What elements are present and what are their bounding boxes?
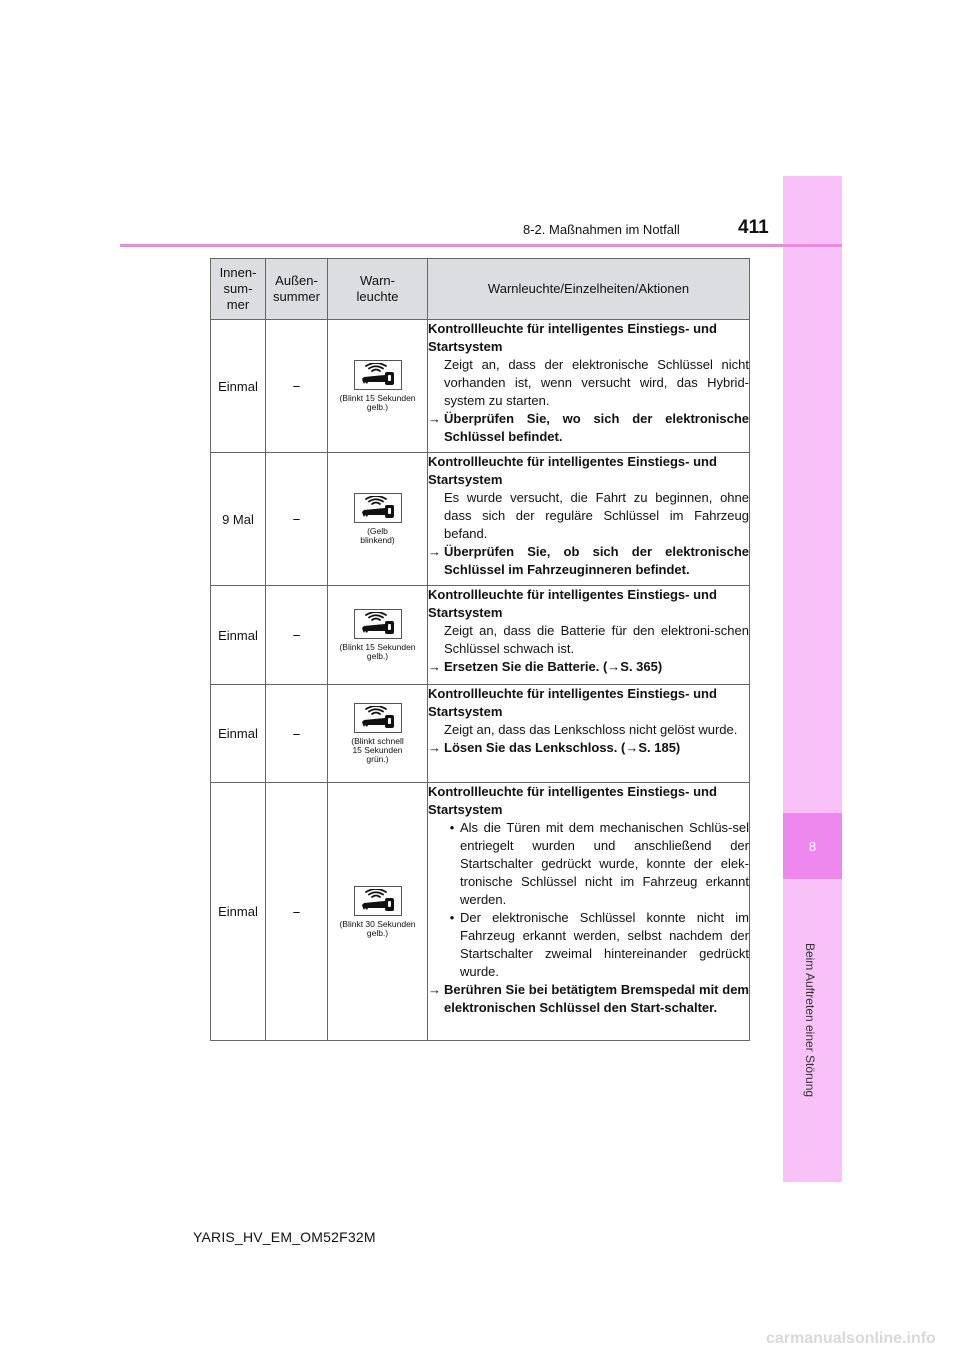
table-row	[211, 320, 750, 453]
arrow-icon: →	[428, 411, 441, 426]
watermark: carmanualsonline.info	[766, 1330, 936, 1347]
outer-buzzer-cell: ⎯	[266, 586, 328, 685]
details-cell	[428, 783, 750, 1041]
bullet-item: • Als die Türen mit dem mechanischen Schlüs-sel entriegelt wurden und anschließend der Startschalter gedrückt wurde, konnte der elek-tronische Schlüssel nicht im Fahrzeug erkannt werden.	[449, 820, 749, 907]
header-outer-buzzer: Außen- summer	[266, 259, 328, 320]
warning-light-cell	[328, 685, 428, 783]
details-cell	[428, 586, 750, 685]
arrow-icon: →	[428, 740, 441, 755]
row-title: Kontrollleuchte für intelligentes Einstiegs- und Startsystem	[428, 587, 717, 620]
warning-light-cell	[328, 453, 428, 586]
arrow-icon: →	[428, 544, 441, 559]
row-title: Kontrollleuchte für intelligentes Einstiegs- und Startsystem	[428, 686, 717, 719]
smart-key-indicator-icon	[354, 360, 402, 390]
outer-buzzer-cell: ⎯	[266, 783, 328, 1041]
table-row	[211, 586, 750, 685]
row-title: Kontrollleuchte für intelligentes Einstiegs- und Startsystem	[428, 321, 717, 354]
warning-light-cell	[328, 320, 428, 453]
warning-table	[210, 258, 750, 1041]
header-rule	[120, 244, 842, 247]
light-caption: (Gelb blinkend)	[360, 526, 395, 545]
details-cell	[428, 320, 750, 453]
row-action: → Lösen Sie das Lenkschloss. (→S. 185)	[428, 740, 681, 755]
smart-key-indicator-icon	[354, 703, 402, 733]
light-caption: (Blinkt 15 Sekunden gelb.)	[339, 642, 416, 661]
inner-buzzer-cell: 9 Mal	[211, 453, 266, 586]
header-details-actions: Warnleuchte/Einzelheiten/Aktionen	[428, 259, 750, 320]
document-code: YARIS_HV_EM_OM52F32M	[193, 1229, 376, 1245]
row-action: → Überprüfen Sie, ob sich der elektronische Schlüssel im Fahrzeuginneren befindet.	[428, 544, 749, 577]
light-caption: (Blinkt schnell 15 Sekunden grün.)	[351, 736, 404, 764]
details-cell	[428, 453, 750, 586]
chapter-label: Beim Auftreten einer Störung	[803, 942, 817, 1098]
table-row	[211, 453, 750, 586]
table-row	[211, 685, 750, 783]
light-caption: (Blinkt 15 Sekunden gelb.)	[339, 393, 416, 412]
row-text: Zeigt an, dass die Batterie für den elektroni-schen Schlüssel schwach ist.	[444, 623, 749, 656]
outer-buzzer-cell: ⎯	[266, 453, 328, 586]
inner-buzzer-cell: Einmal	[211, 783, 266, 1041]
row-action: → Überprüfen Sie, wo sich der elektronische Schlüssel befindet.	[428, 411, 749, 444]
chapter-number: 8	[783, 813, 842, 879]
section-title: 8-2. Maßnahmen im Notfall	[523, 222, 680, 237]
smart-key-indicator-icon	[354, 609, 402, 639]
row-text: Zeigt an, dass das Lenkschloss nicht gelöst wurde.	[444, 722, 738, 737]
row-action: → Berühren Sie bei betätigtem Bremspedal mit dem elektronischen Schlüssel den Start-schalter.	[428, 982, 749, 1015]
arrow-icon: →	[428, 659, 441, 674]
page-number: 411	[738, 217, 769, 238]
light-caption: (Blinkt 30 Sekunden gelb.)	[339, 918, 416, 938]
inner-buzzer-cell: Einmal	[211, 586, 266, 685]
row-text: Zeigt an, dass der elektronische Schlüssel nicht vorhanden ist, wenn versucht wird, das Hybrid-system zu starten.	[444, 357, 749, 408]
inner-buzzer-cell: Einmal	[211, 685, 266, 783]
table-row	[211, 783, 750, 1041]
warning-light-cell	[328, 586, 428, 685]
table-header-row	[211, 259, 750, 320]
row-title: Kontrollleuchte für intelligentes Einstiegs- und Startsystem	[428, 454, 717, 487]
outer-buzzer-cell: ⎯	[266, 320, 328, 453]
smart-key-indicator-icon	[354, 493, 402, 523]
row-action: → Ersetzen Sie die Batterie. (→S. 365)	[428, 659, 663, 674]
row-text: Es wurde versucht, die Fahrt zu beginnen, ohne dass sich der reguläre Schlüssel im Fahrzeug befand.	[444, 490, 749, 541]
smart-key-indicator-icon	[354, 886, 402, 916]
header-warning-light: Warn- leuchte	[328, 259, 428, 320]
inner-buzzer-cell: Einmal	[211, 320, 266, 453]
row-title: Kontrollleuchte für intelligentes Einstiegs- und Startsystem	[428, 784, 717, 817]
details-cell	[428, 685, 750, 783]
outer-buzzer-cell: ⎯	[266, 685, 328, 783]
warning-light-cell	[328, 783, 428, 1041]
arrow-icon: →	[428, 982, 441, 997]
header-inner-buzzer: Innen- sum- mer	[211, 259, 266, 320]
bullet-item: • Der elektronische Schlüssel konnte nicht im Fahrzeug erkannt werden, selbst nachdem der Startschalter zweimal hintereinander gedrückt wurde.	[449, 910, 749, 979]
